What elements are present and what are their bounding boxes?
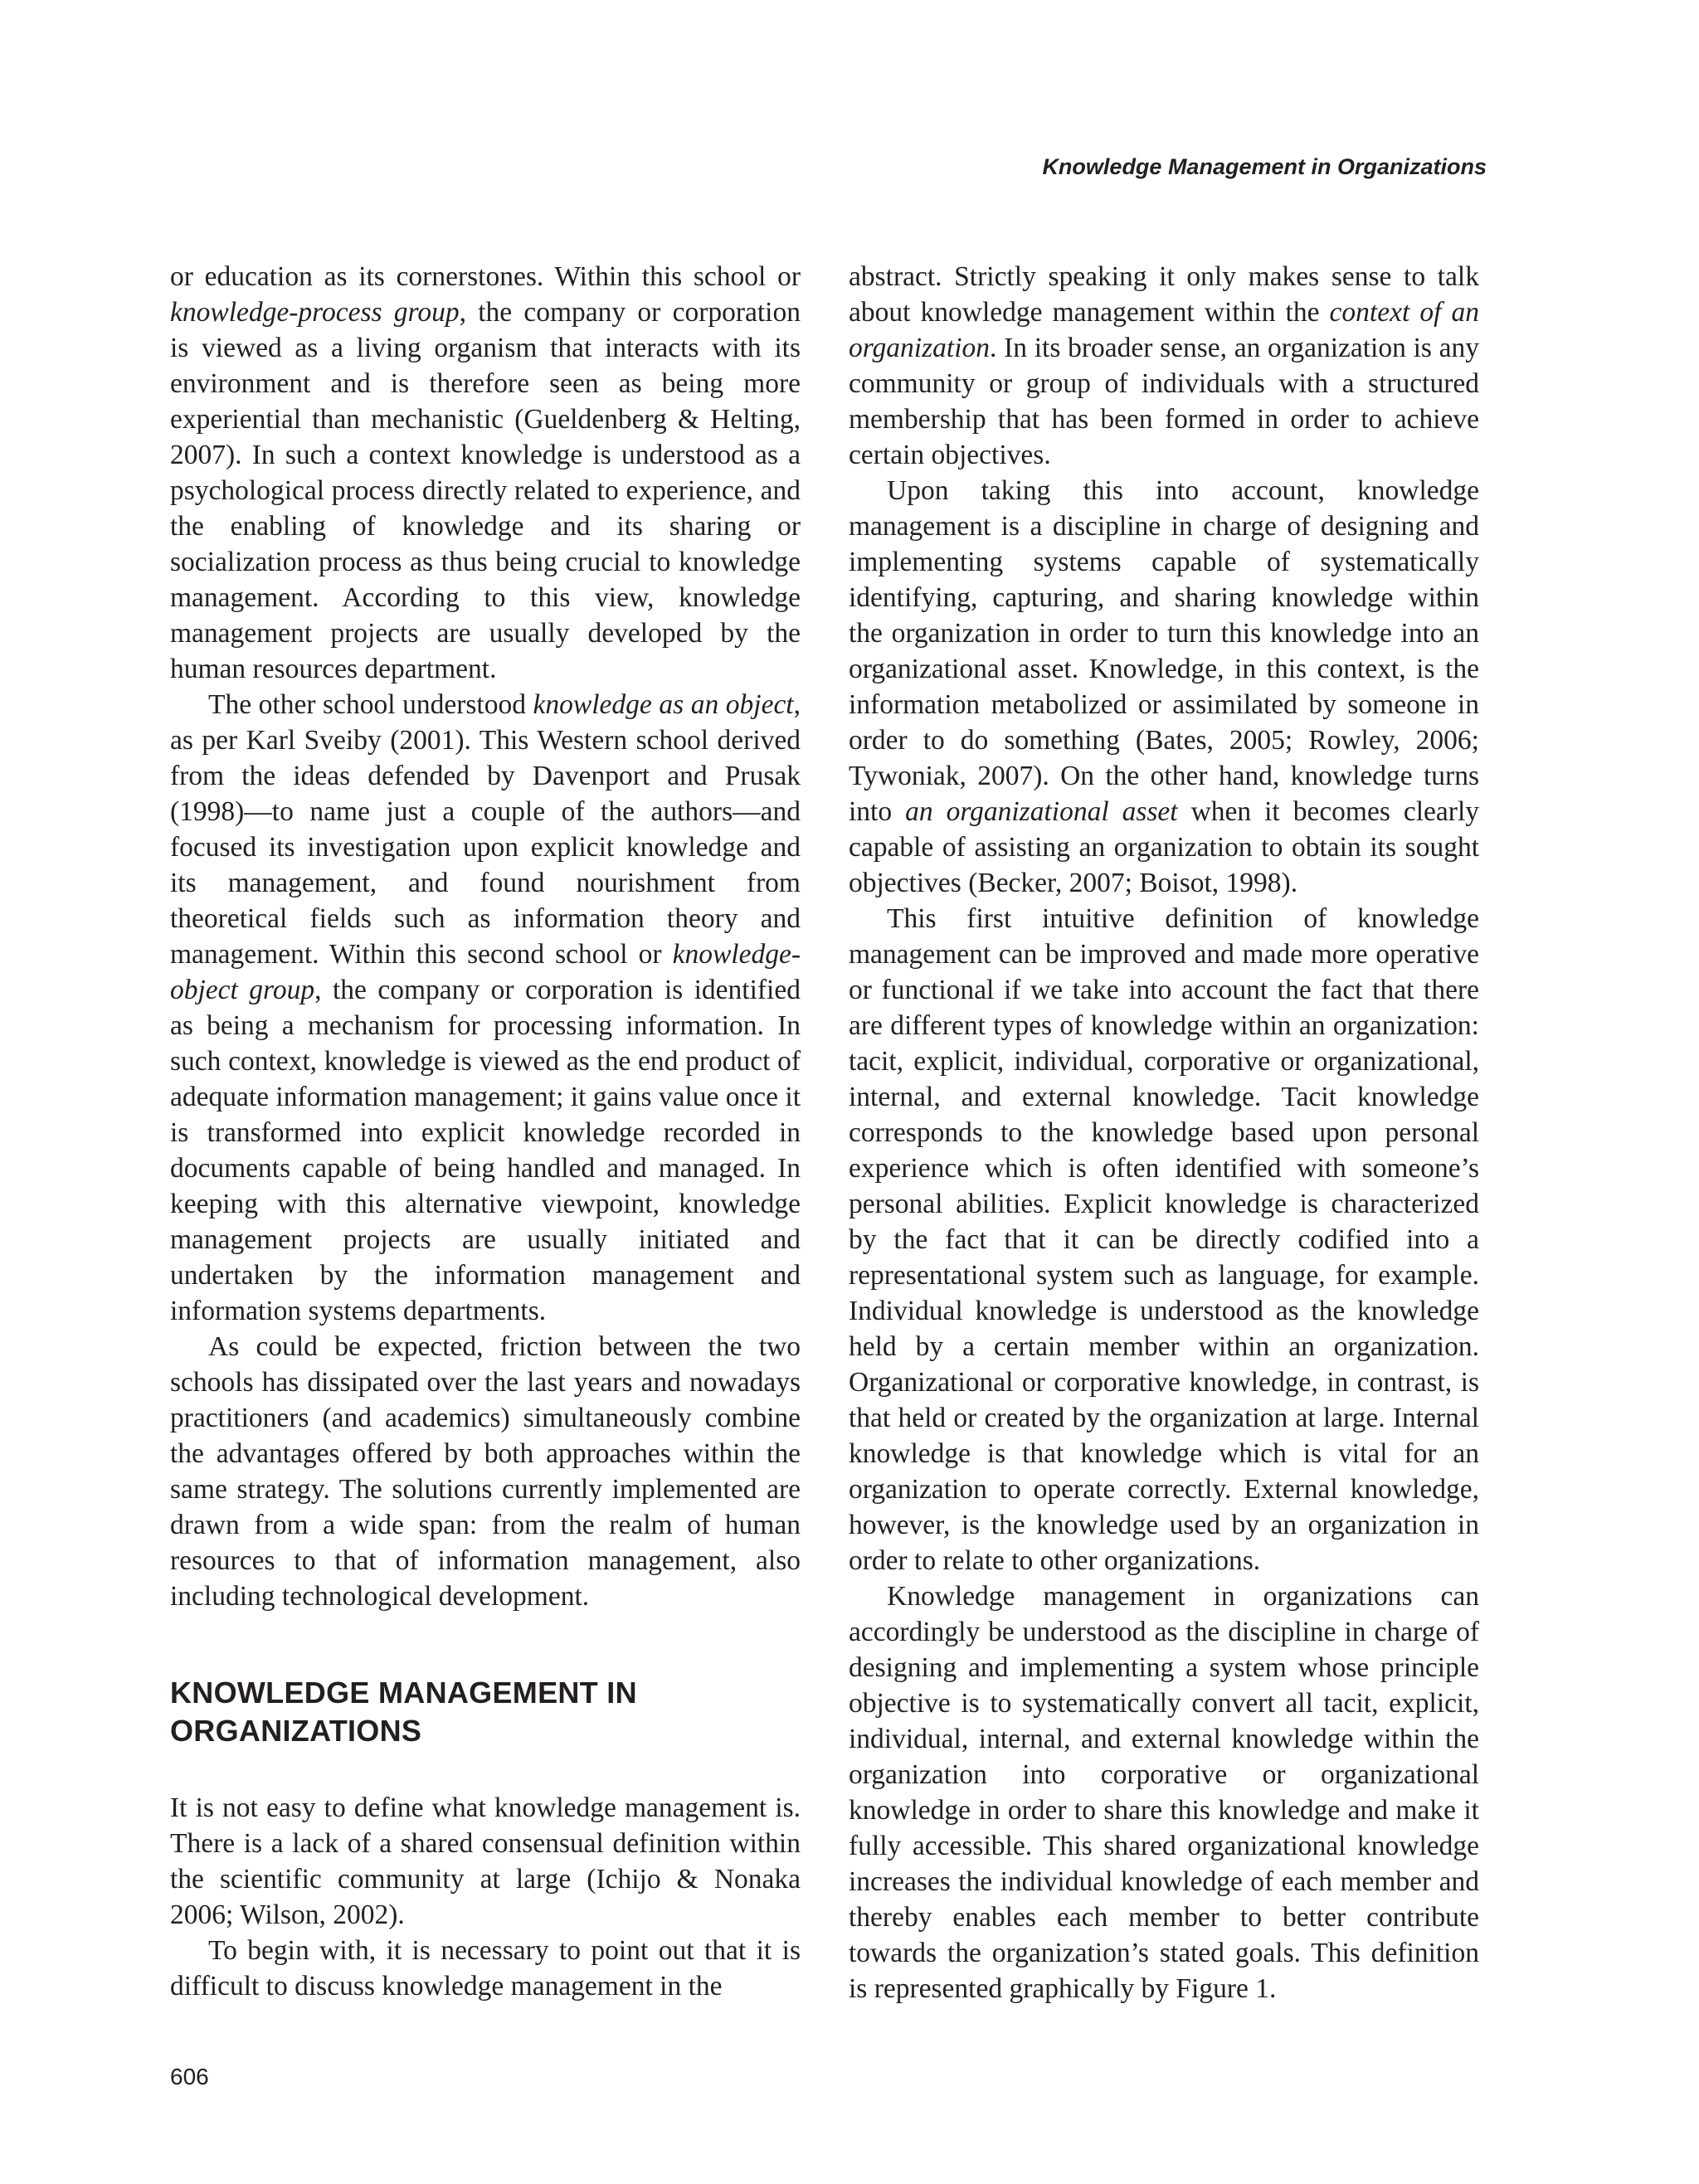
right-paragraph-1 (849, 259, 1479, 473)
running-header: Knowledge Management in Organizations (1042, 154, 1487, 179)
left-paragraph-2 (170, 687, 801, 1329)
text-run: Upon taking this into account, knowledge management is a discipline in charge of designing and implementing systems capable of systematically identifying, capturing, and sharing knowledge within the organization in order to turn this knowledge into an organizational asset. Knowledge, in this context, is the information metabolized or assimilated by someone in order to do something (Bates, 2005; Rowley, 2006; Tywoniak, 2007). On the other hand, knowledge turns into (849, 475, 1479, 827)
right-column (849, 259, 1479, 2006)
text-run: or education as its cornerstones. Within this school or (170, 261, 801, 292)
text-run: . In its broader sense, an organization is any community or group of individuals with a structured membership that has been formed in order to achieve certain objectives. (849, 333, 1479, 470)
text-run: , the company or corporation is viewed as a living organism that interacts with its environment and is therefore seen as being more experiential than mechanistic (Gueldenberg & Helting, 2007). In such a context knowledge is understood as a psychological process directly related to experience, and the enabling of knowledge and its sharing or socialization process as thus being crucial to knowledge management. According to this view, knowledge management projects are usually developed by the human resources department. (170, 297, 801, 684)
italic-term: knowledge as an object (533, 689, 794, 720)
italic-term: an organizational asset (905, 796, 1178, 827)
page-number: 606 (170, 2064, 209, 2089)
text-run: when it becomes clearly capable of assisting an organization to obtain its sought objectives (Becker, 2007; Boisot, 1998). (849, 796, 1479, 898)
text-run: The other school understood (208, 689, 533, 720)
right-paragraph-2 (849, 473, 1479, 901)
text-run: abstract. Strictly speaking it only makes sense to talk about knowledge management within the (849, 261, 1479, 328)
italic-term: knowledge-object group (170, 939, 801, 1005)
left-paragraph-3: As could be expected, friction between the two schools has dissipated over the last years and nowadays practitioners (and academics) simultaneously combine the advantages offered by both approaches within the same strategy. The solutions currently implemented are drawn from a wide span: from the realm of human resources to that of information management, also including technological development. (170, 1331, 801, 1612)
left-paragraph-1 (170, 259, 801, 687)
left-column (170, 259, 801, 2004)
text-run: , the company or corporation is identified as being a mechanism for processing information. In such context, knowledge is viewed as the end product of adequate information management; it gains value once it is transformed into explicit knowledge recorded in documents capable of being handled and managed. In keeping with this alternative viewpoint, knowledge management projects are usually initiated and undertaken by the information management and information systems departments. (170, 975, 801, 1326)
left-paragraph-5: To begin with, it is necessary to point out that it is difficult to discuss knowledge management in the (170, 1935, 801, 2002)
left-paragraph-4: It is not easy to define what knowledge management is. There is a lack of a shared consensual definition within the scientific community at large (Ichijo & Nonaka 2006; Wilson, 2002). (170, 1792, 801, 1930)
italic-term: context of an organization (849, 297, 1479, 363)
text-run: , as per Karl Sveiby (2001). This Western school derived from the ideas defended by Davenport and Prusak (1998)—to name just a couple of the authors—and focused its investigation upon explicit knowledge and its management, and found nourishment from theoretical fields such as information theory and management. Within this second school or (170, 689, 801, 970)
right-paragraph-4: Knowledge management in organizations can accordingly be understood as the discipline in charge of designing and implementing a system whose principle objective is to systematically convert all tacit, explicit, individual, internal, and external knowledge within the organization into corporative or organizational knowledge in order to share this knowledge and make it fully accessible. This shared organizational knowledge increases the individual knowledge of each member and thereby enables each member to better contribute towards the organization’s stated goals. This definition is represented graphically by Figure 1. (849, 1581, 1479, 2004)
italic-term: knowledge-process group (170, 297, 460, 328)
right-paragraph-3: This first intuitive definition of knowledge management can be improved and made more operative or functional if we take into account the fact that there are different types of knowledge within an organization: tacit, explicit, individual, corporative or organizational, internal, and external knowledge. Tacit knowledge corresponds to the knowledge based upon personal experience which is often identified with someone’s personal abilities. Explicit knowledge is characterized by the fact that it can be directly codified into a representational system such as language, for example. Individual knowledge is understood as the knowledge held by a certain member within an organization. Organizational or corporative knowledge, in contrast, is that held or created by the organization at large. Internal knowledge is that knowledge which is vital for an organization to operate correctly. External knowledge, however, is the knowledge used by an organization in order to relate to other organizations. (849, 903, 1479, 1576)
section-heading: KNOWLEDGE MANAGEMENT IN ORGANIZATIONS (170, 1676, 637, 1748)
